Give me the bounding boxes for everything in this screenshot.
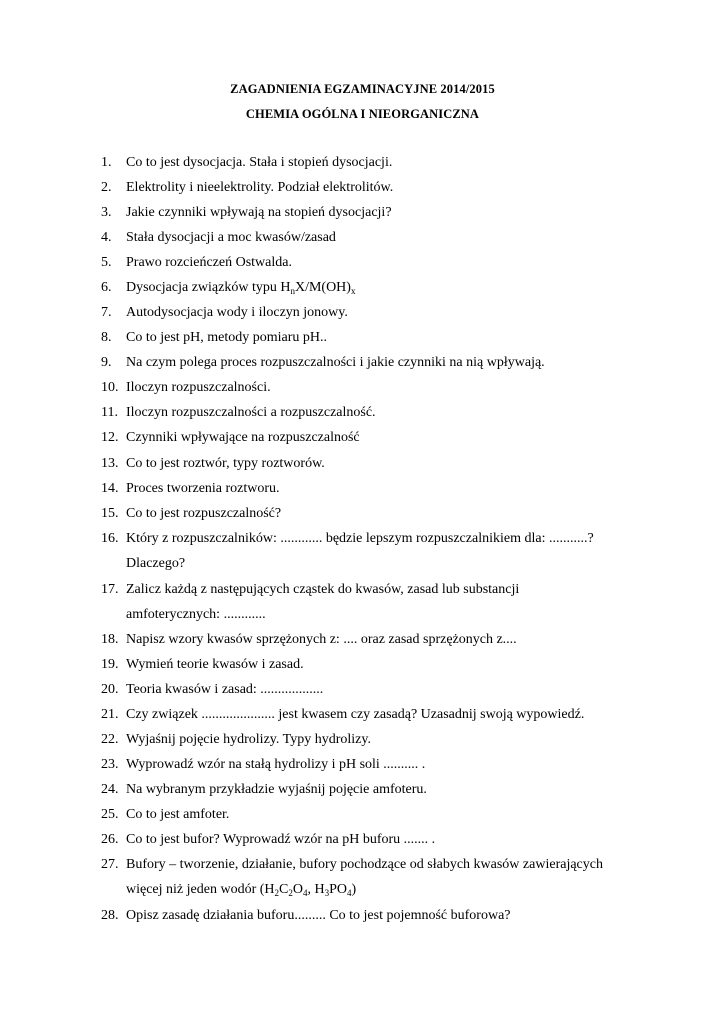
item-number: 16. <box>101 531 119 546</box>
item-number: 28. <box>101 908 119 923</box>
item-number: 8. <box>101 330 112 345</box>
item-number: 13. <box>101 456 119 471</box>
item-number: 14. <box>101 481 119 496</box>
item-number: 15. <box>101 506 119 521</box>
item-text: Co to jest rozpuszczalność? <box>126 506 282 521</box>
item-text: Prawo rozcieńczeń Ostwalda. <box>126 255 292 270</box>
item-text: Wyjaśnij pojęcie hydrolizy. Typy hydrolizy. <box>126 732 371 747</box>
item-text: Co to jest roztwór, typy roztworów. <box>126 456 325 471</box>
item-number: 18. <box>101 632 119 647</box>
item-text: Co to jest amfoter. <box>126 807 230 822</box>
item-text: Opisz zasadę działania buforu......... Co to jest pojemność buforowa? <box>126 908 511 923</box>
item-number: 3. <box>101 205 112 220</box>
item-number: 19. <box>101 657 119 672</box>
item-text-part: O <box>292 882 303 897</box>
item-number: 1. <box>101 155 112 170</box>
item-text: Zalicz każdą z następujących cząstek do kwasów, zasad lub substancji <box>126 582 520 597</box>
item-number: 23. <box>101 757 119 772</box>
item-text: Iloczyn rozpuszczalności a rozpuszczalność. <box>126 405 376 420</box>
item-text-part: Dysocjacja związków typu H <box>126 280 291 295</box>
item-text: Autodysocjacja wody i iloczyn jonowy. <box>126 305 348 320</box>
item-number: 10. <box>101 380 119 395</box>
item-number: 22. <box>101 732 119 747</box>
item-number: 27. <box>101 857 119 872</box>
document-subtitle: CHEMIA OGÓLNA I NIEORGANICZNA <box>245 107 480 121</box>
item-text-part: X/M(OH) <box>294 280 351 295</box>
item-number: 7. <box>101 305 112 320</box>
item-number: 20. <box>101 682 119 697</box>
item-text: Teoria kwasów i zasad: .................. <box>126 682 324 697</box>
item-number: 21. <box>101 707 119 722</box>
item-number: 11. <box>101 405 118 420</box>
item-number: 26. <box>101 832 119 847</box>
item-text: Co to jest pH, metody pomiaru pH.. <box>126 330 328 345</box>
item-text <box>126 280 355 296</box>
item-text-part: więcej niż jeden wodór (H <box>126 882 275 897</box>
item-text: Czynniki wpływające na rozpuszczalność <box>126 430 360 445</box>
item-text: Wyprowadź wzór na stałą hydrolizy i pH soli .......... . <box>126 757 426 772</box>
item-number: 17. <box>101 582 119 597</box>
item-number: 9. <box>101 355 112 370</box>
item-number: 25. <box>101 807 119 822</box>
item-text: Jakie czynniki wpływają na stopień dysocjacji? <box>126 205 392 220</box>
item-text-part: , H <box>307 882 325 897</box>
item-number: 6. <box>101 280 112 295</box>
item-text: Czy związek ..................... jest kwasem czy zasadą? Uzasadnij swoją wypowiedź. <box>126 707 585 722</box>
item-text: Na czym polega proces rozpuszczalności i jakie czynniki na nią wpływają. <box>126 355 545 370</box>
item-text-continuation: Dlaczego? <box>126 556 186 571</box>
subscript: x <box>350 286 356 296</box>
item-number: 5. <box>101 255 112 270</box>
item-text: Napisz wzory kwasów sprzężonych z: .... oraz zasad sprzężonych z.... <box>126 632 517 647</box>
item-text: Na wybranym przykładzie wyjaśnij pojęcie amfoteru. <box>126 782 427 797</box>
document-title: ZAGADNIENIA EGZAMINACYJNE 2014/2015 <box>230 82 495 96</box>
item-text: Bufory – tworzenie, działanie, bufory pochodzące od słabych kwasów zawierających <box>126 857 603 872</box>
item-text-continuation <box>126 882 356 898</box>
item-text: Iloczyn rozpuszczalności. <box>126 380 271 395</box>
subscript: 4 <box>347 888 352 898</box>
item-text-part: C <box>279 882 289 897</box>
item-text: Co to jest dysocjacja. Stała i stopień dysocjacji. <box>126 155 393 170</box>
item-text: Co to jest bufor? Wyprowadź wzór na pH buforu ....... . <box>126 832 436 847</box>
item-number: 2. <box>101 180 112 195</box>
item-text-continuation: amfoterycznych: ............ <box>126 607 266 622</box>
subscript: n <box>290 286 295 296</box>
item-text: Który z rozpuszczalników: ............ będzie lepszym rozpuszczalnikiem dla: ...........? <box>126 531 594 546</box>
item-number: 4. <box>101 230 112 245</box>
item-text: Elektrolity i nieelektrolity. Podział elektrolitów. <box>126 180 394 195</box>
item-text: Proces tworzenia roztworu. <box>126 481 280 496</box>
subscript: 2 <box>274 888 279 898</box>
subscript: 3 <box>324 888 330 898</box>
item-text: Wymień teorie kwasów i zasad. <box>126 657 304 672</box>
item-number: 12. <box>101 430 119 445</box>
item-text-part: ) <box>351 882 357 897</box>
item-text: Stała dysocjacji a moc kwasów/zasad <box>126 230 336 245</box>
subscript: 4 <box>302 888 308 898</box>
item-text-part: PO <box>329 882 347 897</box>
item-number: 24. <box>101 782 119 797</box>
subscript: 2 <box>288 888 293 898</box>
